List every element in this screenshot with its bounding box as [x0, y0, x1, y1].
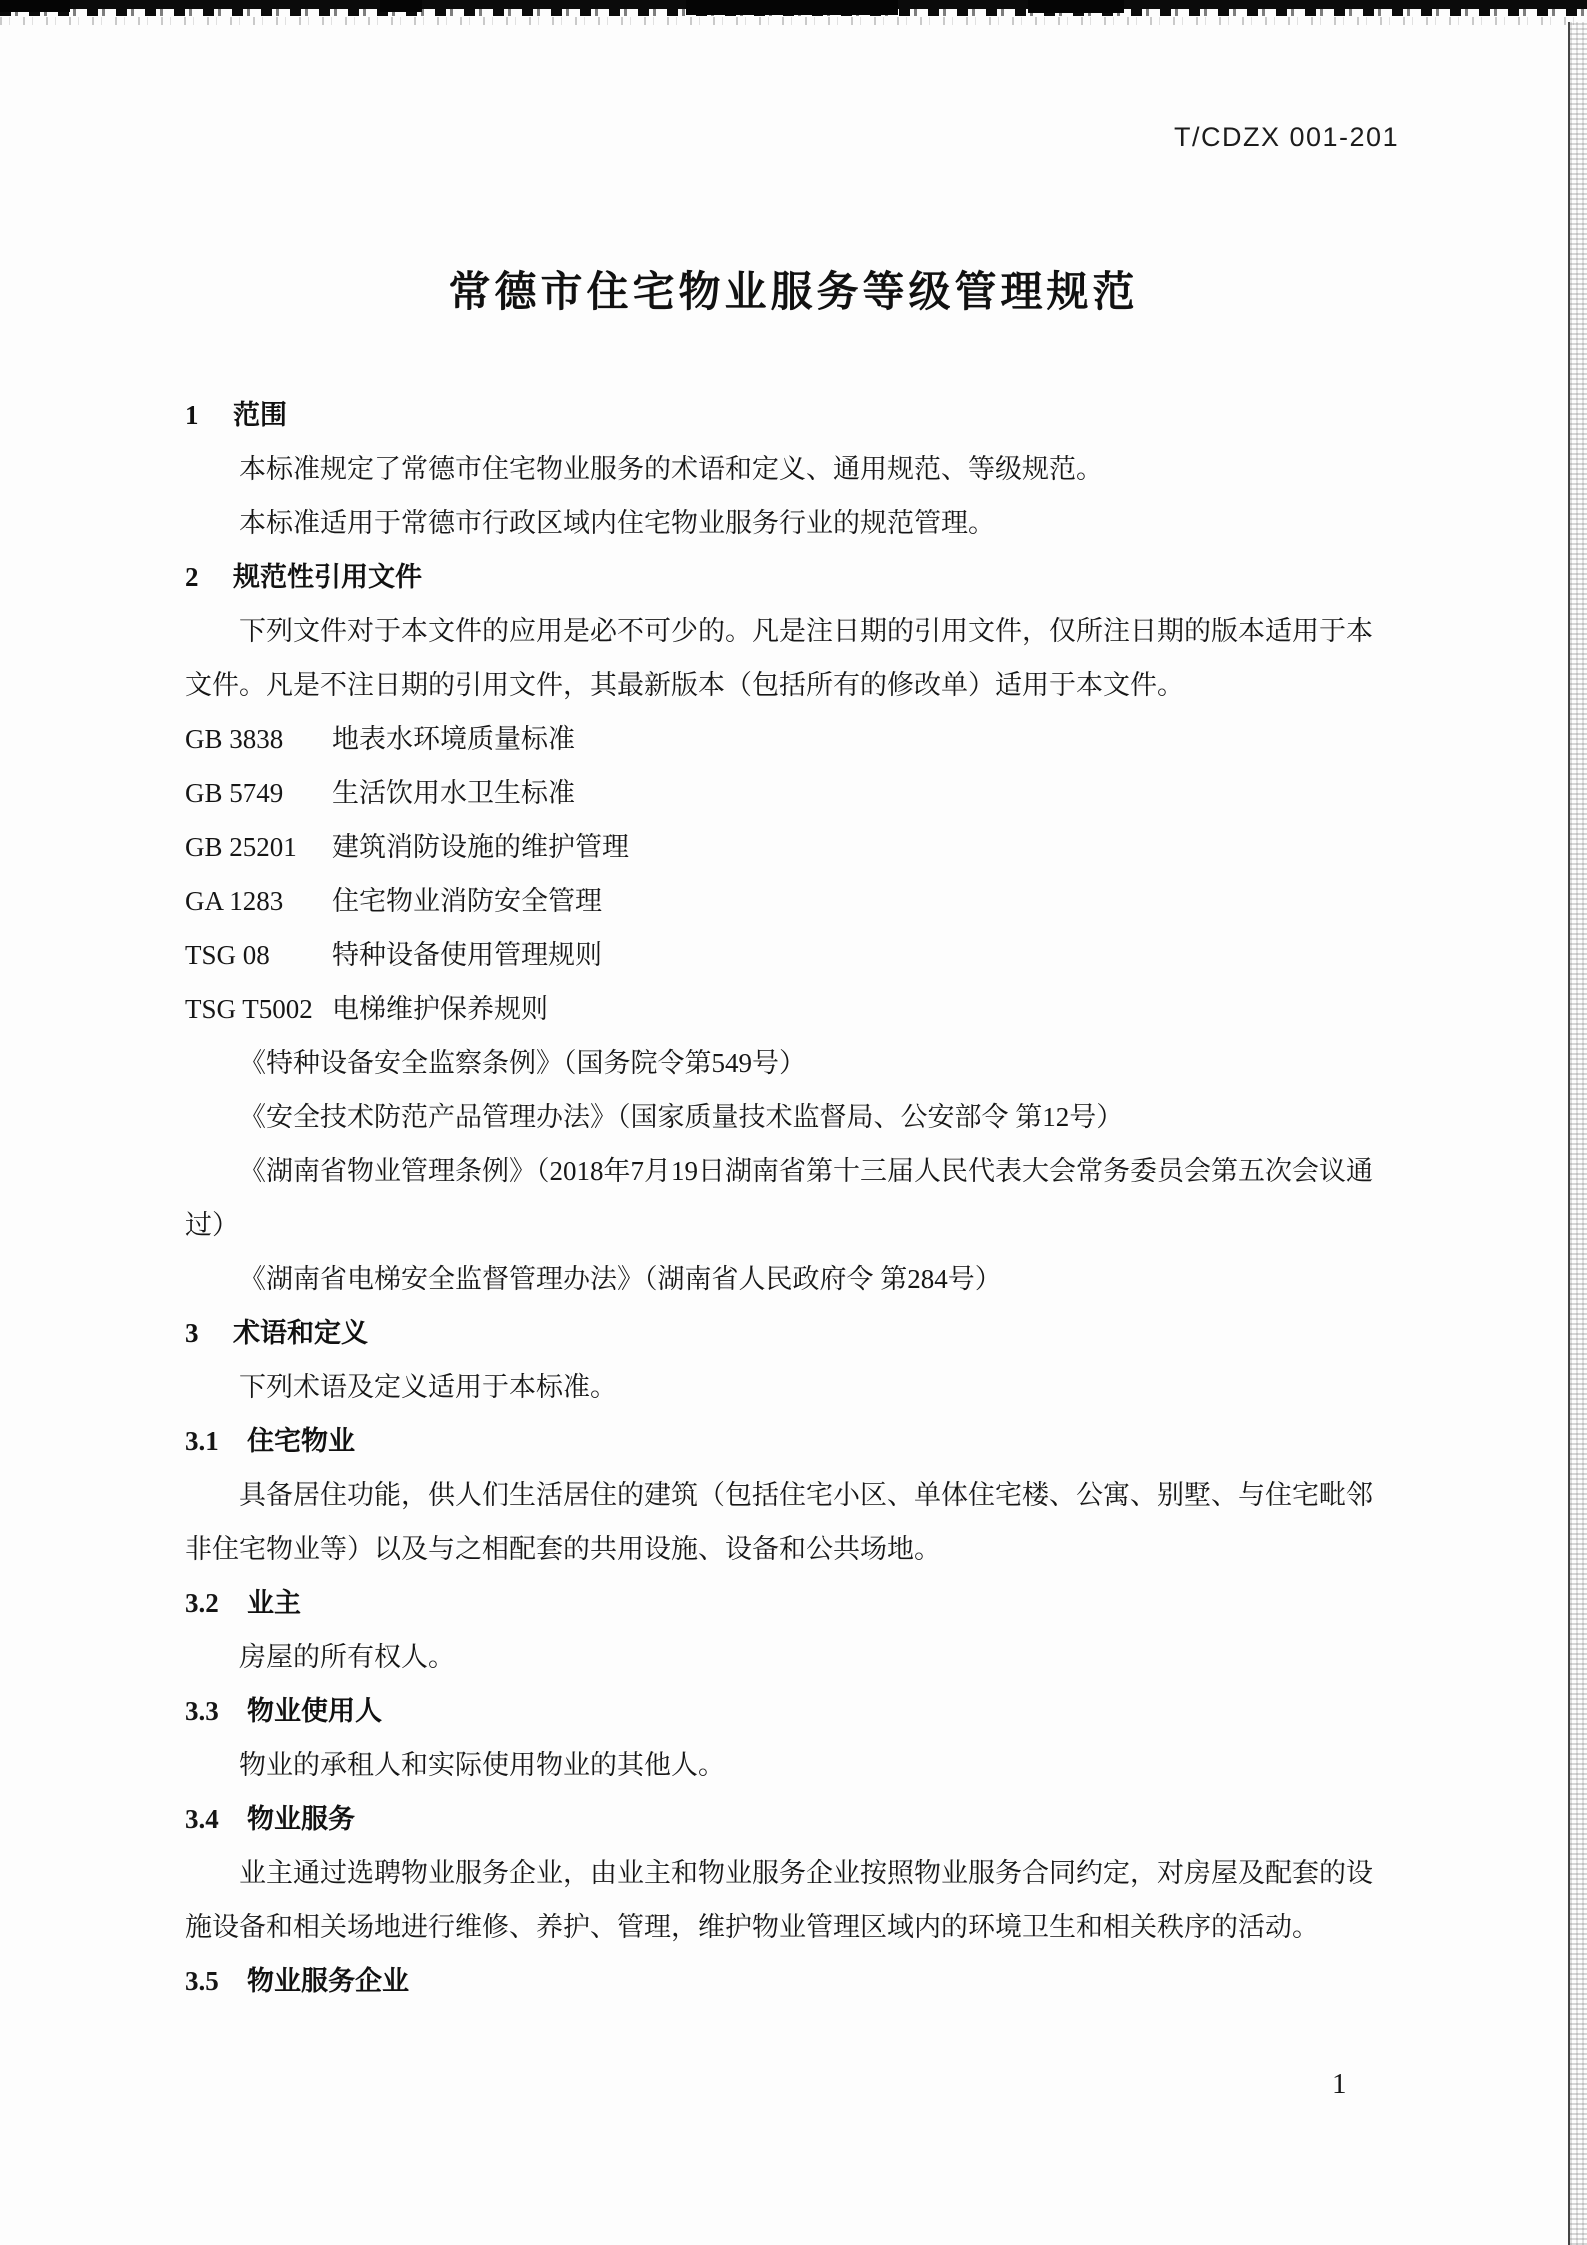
- paragraph: 本标准规定了常德市住宅物业服务的术语和定义、通用规范、等级规范。: [239, 454, 1103, 484]
- section-number: 3: [185, 1318, 199, 1348]
- term-number: 3.2: [185, 1588, 219, 1618]
- term-name: 物业使用人: [247, 1696, 382, 1726]
- scan-top-blob: [0, 0, 70, 12]
- term-name: 业主: [247, 1588, 301, 1618]
- reference-item: [185, 928, 1375, 982]
- reference-item: [185, 982, 1375, 1036]
- reference-code: GB 5749: [185, 778, 284, 808]
- term-3-2-heading: [185, 1576, 1375, 1630]
- section-title: 术语和定义: [233, 1318, 368, 1348]
- reference-item: [185, 820, 1375, 874]
- term-number: 3.4: [185, 1804, 219, 1834]
- scan-noise-top-edge: [0, 0, 1587, 28]
- citation: 《湖南省电梯安全监督管理办法》（湖南省人民政府令 第284号）: [239, 1264, 1002, 1294]
- citation: 《特种设备安全监察条例》（国务院令第549号）: [239, 1048, 806, 1078]
- section-1-heading: [185, 388, 1375, 442]
- document-body: [185, 388, 1375, 2008]
- reference-title: 住宅物业消防安全管理: [332, 886, 602, 916]
- term-definition: 房屋的所有权人。: [239, 1642, 455, 1672]
- scan-top-blob: [380, 0, 422, 12]
- scan-right-speckle-noise: [1570, 22, 1587, 2245]
- scan-top-blob: [686, 0, 898, 15]
- reference-title: 特种设备使用管理规则: [332, 940, 602, 970]
- term-definition: 具备居住功能，供人们生活居住的建筑（包括住宅小区、单体住宅楼、公寓、别墅、与住宅毗邻非住宅物业等）以及与之相配套的共用设施、设备和公共场地。: [185, 1480, 1373, 1564]
- reference-code: GB 3838: [185, 724, 284, 754]
- term-number: 3.5: [185, 1966, 219, 1996]
- section-title: 规范性引用文件: [233, 562, 422, 592]
- reference-item: [185, 874, 1375, 928]
- page-number: 1: [1332, 2068, 1347, 2100]
- reference-title: 生活饮用水卫生标准: [332, 778, 575, 808]
- reference-title: 建筑消防设施的维护管理: [332, 832, 629, 862]
- reference-code: TSG 08: [185, 940, 270, 970]
- term-3-4-heading: [185, 1792, 1375, 1846]
- paragraph: 下列文件对于本文件的应用是必不可少的。凡是注日期的引用文件，仅所注日期的版本适用于本文件。凡是不注日期的引用文件，其最新版本（包括所有的修改单）适用于本文件。: [185, 616, 1373, 700]
- scan-noise-right-edge: [1568, 10, 1587, 2245]
- term-3-5-heading: [185, 1954, 1375, 2008]
- reference-code: TSG T5002: [185, 994, 313, 1024]
- term-name: 住宅物业: [247, 1426, 355, 1456]
- citation: 《安全技术防范产品管理办法》（国家质量技术监督局、公安部令 第12号）: [239, 1102, 1124, 1132]
- citation: 《湖南省物业管理条例》（2018年7月19日湖南省第十三届人民代表大会常务委员会第五次会议通过）: [185, 1156, 1373, 1240]
- reference-item: [185, 712, 1375, 766]
- section-title: 范围: [233, 400, 287, 430]
- document-title: 常德市住宅物业服务等级管理规范: [448, 268, 1139, 315]
- term-number: 3.1: [185, 1426, 219, 1456]
- term-name: 物业服务企业: [247, 1966, 409, 1996]
- reference-code: GB 25201: [185, 832, 297, 862]
- term-3-1-heading: [185, 1414, 1375, 1468]
- term-name: 物业服务: [247, 1804, 355, 1834]
- reference-title: 地表水环境质量标准: [332, 724, 575, 754]
- scan-top-dot-noise: [0, 17, 1587, 25]
- section-2-heading: [185, 550, 1375, 604]
- section-number: 2: [185, 562, 199, 592]
- reference-code: GA 1283: [185, 886, 284, 916]
- term-definition: 物业的承租人和实际使用物业的其他人。: [239, 1750, 725, 1780]
- reference-item: [185, 766, 1375, 820]
- scan-top-blob: [1028, 0, 1124, 13]
- section-3-heading: [185, 1306, 1375, 1360]
- paragraph: 下列术语及定义适用于本标准。: [239, 1372, 617, 1402]
- paragraph: 本标准适用于常德市行政区域内住宅物业服务行业的规范管理。: [239, 508, 995, 538]
- term-number: 3.3: [185, 1696, 219, 1726]
- section-number: 1: [185, 400, 199, 430]
- term-definition: 业主通过选聘物业服务企业，由业主和物业服务企业按照物业服务合同约定，对房屋及配套的设施设备和相关场地进行维修、养护、管理，维护物业管理区域内的环境卫生和相关秩序的活动。: [185, 1858, 1373, 1942]
- term-3-3-heading: [185, 1684, 1375, 1738]
- document-code: T/CDZX 001-201: [1174, 122, 1400, 152]
- reference-title: 电梯维护保养规则: [332, 994, 548, 1024]
